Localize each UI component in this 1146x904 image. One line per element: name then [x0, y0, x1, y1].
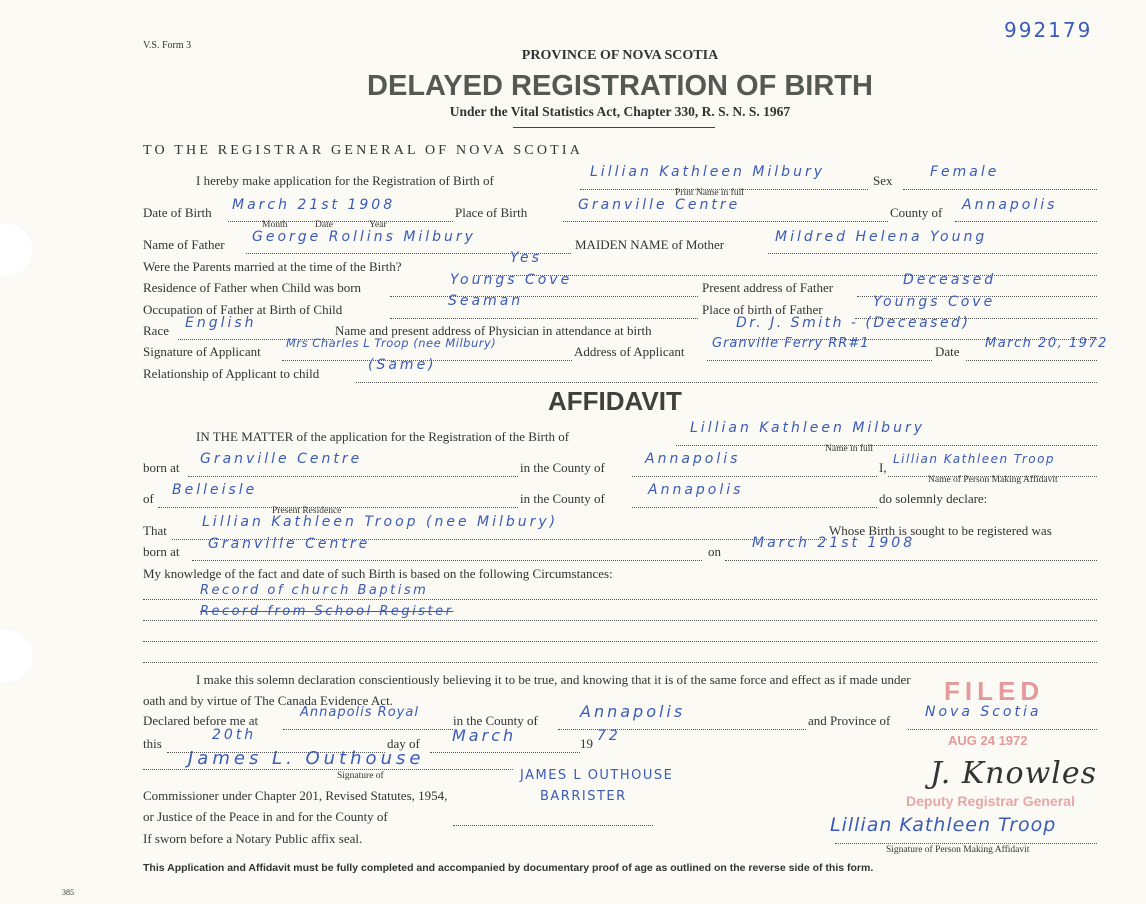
commissioner-printed-name: JAMES L OUTHOUSE — [520, 768, 674, 783]
date-label: Date — [935, 344, 960, 359]
on-label: on — [708, 544, 721, 559]
this-label: this — [143, 736, 162, 751]
month-value: March — [452, 726, 517, 745]
county-value-2: Annapolis — [645, 451, 741, 467]
present-residence-caption: Present Residence — [272, 506, 342, 516]
county-label-2: in the County of — [520, 460, 605, 475]
mother-maiden-label: MAIDEN NAME of Mother — [575, 237, 725, 252]
declaration-line-1: I make this solemn declaration conscientiously believing it to be true, and knowing that it is of the same force and effect as if made under — [196, 672, 911, 687]
year-prefix: 19 — [580, 736, 593, 751]
knowledge-label: My knowledge of the fact and date of such Birth is based on the following Circumstances: — [143, 566, 613, 581]
father-present-value: Deceased — [903, 272, 997, 288]
in-county-value: Annapolis — [580, 702, 686, 721]
i-label: I, — [879, 460, 887, 475]
residence-value: Belleisle — [172, 482, 258, 498]
solemnly-label: do solemnly declare: — [879, 491, 988, 506]
father-present-label: Present address of Father — [702, 280, 834, 295]
province-value: Nova Scotia — [925, 704, 1042, 720]
deponent-name: Lillian Kathleen Troop — [893, 452, 1056, 466]
dob-value: March 21st 1908 — [232, 197, 396, 213]
declaration-line-2: oath and by virtue of The Canada Evidence Act. — [143, 693, 393, 708]
that-value: Lillian Kathleen Troop (nee Milbury) — [202, 514, 559, 530]
on-value: March 21st 1908 — [752, 535, 916, 551]
form-code: V.S. Form 3 — [143, 40, 192, 51]
county-label-3: in the County of — [520, 491, 605, 506]
affidavit-heading: AFFIDAVIT — [548, 386, 682, 416]
filed-date: AUG 24 1972 — [948, 733, 1028, 748]
physician-label: Name and present address of Physician in attendance at birth — [335, 323, 652, 338]
mother-maiden-value: Mildred Helena Young — [775, 229, 988, 245]
deputy-registrar-stamp: Deputy Registrar General — [906, 793, 1075, 809]
sex-value: Female — [930, 164, 1000, 180]
dob-label: Date of Birth — [143, 205, 212, 220]
commissioner-title: BARRISTER — [540, 789, 627, 804]
commissioner-label: Commissioner under Chapter 201, Revised Statutes, 1954, — [143, 788, 448, 803]
page-subtitle: Under the Vital Statistics Act, Chapter 330, R. S. N. S. 1967 — [449, 104, 791, 119]
that-label: That — [143, 523, 167, 538]
registration-number: 992179 — [1004, 18, 1093, 42]
month-caption: Month — [262, 220, 288, 230]
father-residence-value: Youngs Cove — [450, 272, 573, 288]
circumstance-2: Record from School Register — [200, 604, 454, 619]
applicant-signature-label: Signature of Applicant — [143, 344, 261, 359]
physician-value: Dr. J. Smith - (Deceased) — [736, 315, 971, 331]
punch-hole — [0, 222, 34, 278]
matter-value: Lillian Kathleen Milbury — [690, 420, 925, 436]
registrar-signature: J. Knowles — [930, 756, 1097, 791]
signature-of-caption: Signature of — [337, 771, 384, 781]
circumstance-1: Record of church Baptism — [200, 583, 429, 598]
child-name: Lillian Kathleen Milbury — [590, 164, 825, 180]
declared-value: Annapolis Royal — [300, 705, 419, 720]
of-label: of — [143, 491, 154, 506]
father-name-label: Name of Father — [143, 237, 225, 252]
day-value: 20th — [212, 727, 257, 743]
deponent-signature: Lillian Kathleen Troop — [830, 814, 1057, 836]
race-label: Race — [143, 323, 169, 338]
relationship-label: Relationship of Applicant to child — [143, 366, 320, 381]
declared-label: Declared before me at — [143, 713, 259, 728]
deponent-signature-caption: Signature of Person Making Affidavit — [886, 845, 1030, 855]
print-code: 385 — [62, 888, 74, 897]
notary-label: If sworn before a Notary Public affix seal. — [143, 831, 363, 846]
addressee: TO THE REGISTRAR GENERAL OF NOVA SCOTIA — [143, 143, 584, 158]
father-birthplace-value: Youngs Cove — [873, 294, 996, 310]
county-label: County of — [890, 205, 943, 220]
year-caption: Year — [369, 220, 387, 230]
birthplace-label: Place of Birth — [455, 205, 528, 220]
father-name-value: George Rollins Milbury — [252, 229, 476, 245]
commissioner-signature: James L. Outhouse — [188, 748, 425, 769]
father-residence-label: Residence of Father when Child was born — [143, 280, 362, 295]
birthplace-value: Granville Centre — [578, 197, 741, 213]
father-occupation-label: Occupation of Father at Birth of Child — [143, 302, 343, 317]
relationship-value: (Same) — [368, 357, 437, 373]
intro-label: I hereby make application for the Registration of Birth of — [196, 173, 494, 188]
day-of-label: day of — [387, 736, 420, 751]
born-at-label-2: born at — [143, 544, 180, 559]
father-occupation-value: Seaman — [448, 293, 524, 309]
race-value: English — [185, 315, 257, 331]
sex-label: Sex — [873, 173, 893, 188]
county-value-3: Annapolis — [648, 482, 744, 498]
whose-birth-label: Whose Birth is sought to be registered was — [829, 523, 1052, 538]
county-value: Annapolis — [962, 197, 1058, 213]
married-label: Were the Parents married at the time of the Birth? — [143, 259, 402, 274]
applicant-address-value: Granville Ferry RR#1 — [712, 336, 870, 351]
born-at-value: Granville Centre — [200, 451, 363, 467]
born-at-label: born at — [143, 460, 180, 475]
matter-label: IN THE MATTER of the application for the Registration of the Birth of — [196, 429, 570, 444]
date-caption: Date — [315, 220, 333, 230]
footer-note: This Application and Affidavit must be fully completed and accompanied by documentary proof of age as outlined on the reverse side of this form. — [143, 862, 874, 874]
applicant-address-label: Address of Applicant — [574, 344, 685, 359]
married-value: Yes — [510, 250, 542, 266]
province-heading: PROVINCE OF NOVA SCOTIA — [521, 48, 719, 63]
year-value: 72 — [597, 728, 621, 744]
page-title: DELAYED REGISTRATION OF BIRTH — [367, 70, 873, 102]
filed-stamp: FILED — [944, 676, 1045, 706]
father-birthplace-label: Place of birth of Father — [702, 302, 823, 317]
name-in-full-caption: Name in full — [825, 444, 874, 454]
in-county-label: in the County of — [453, 713, 538, 728]
punch-hole — [0, 628, 34, 684]
born-at-value-2: Granville Centre — [208, 536, 371, 552]
justice-label: or Justice of the Peace in and for the County of — [143, 809, 388, 824]
date-value: March 20, 1972 — [985, 336, 1108, 351]
print-name-caption: Print Name in full — [675, 188, 744, 198]
applicant-signature-value: Mrs Charles L Troop (nee Milbury) — [286, 336, 497, 350]
title-rule — [513, 127, 715, 128]
deponent-caption: Name of Person Making Affidavit — [928, 475, 1058, 485]
province-label: and Province of — [808, 713, 891, 728]
